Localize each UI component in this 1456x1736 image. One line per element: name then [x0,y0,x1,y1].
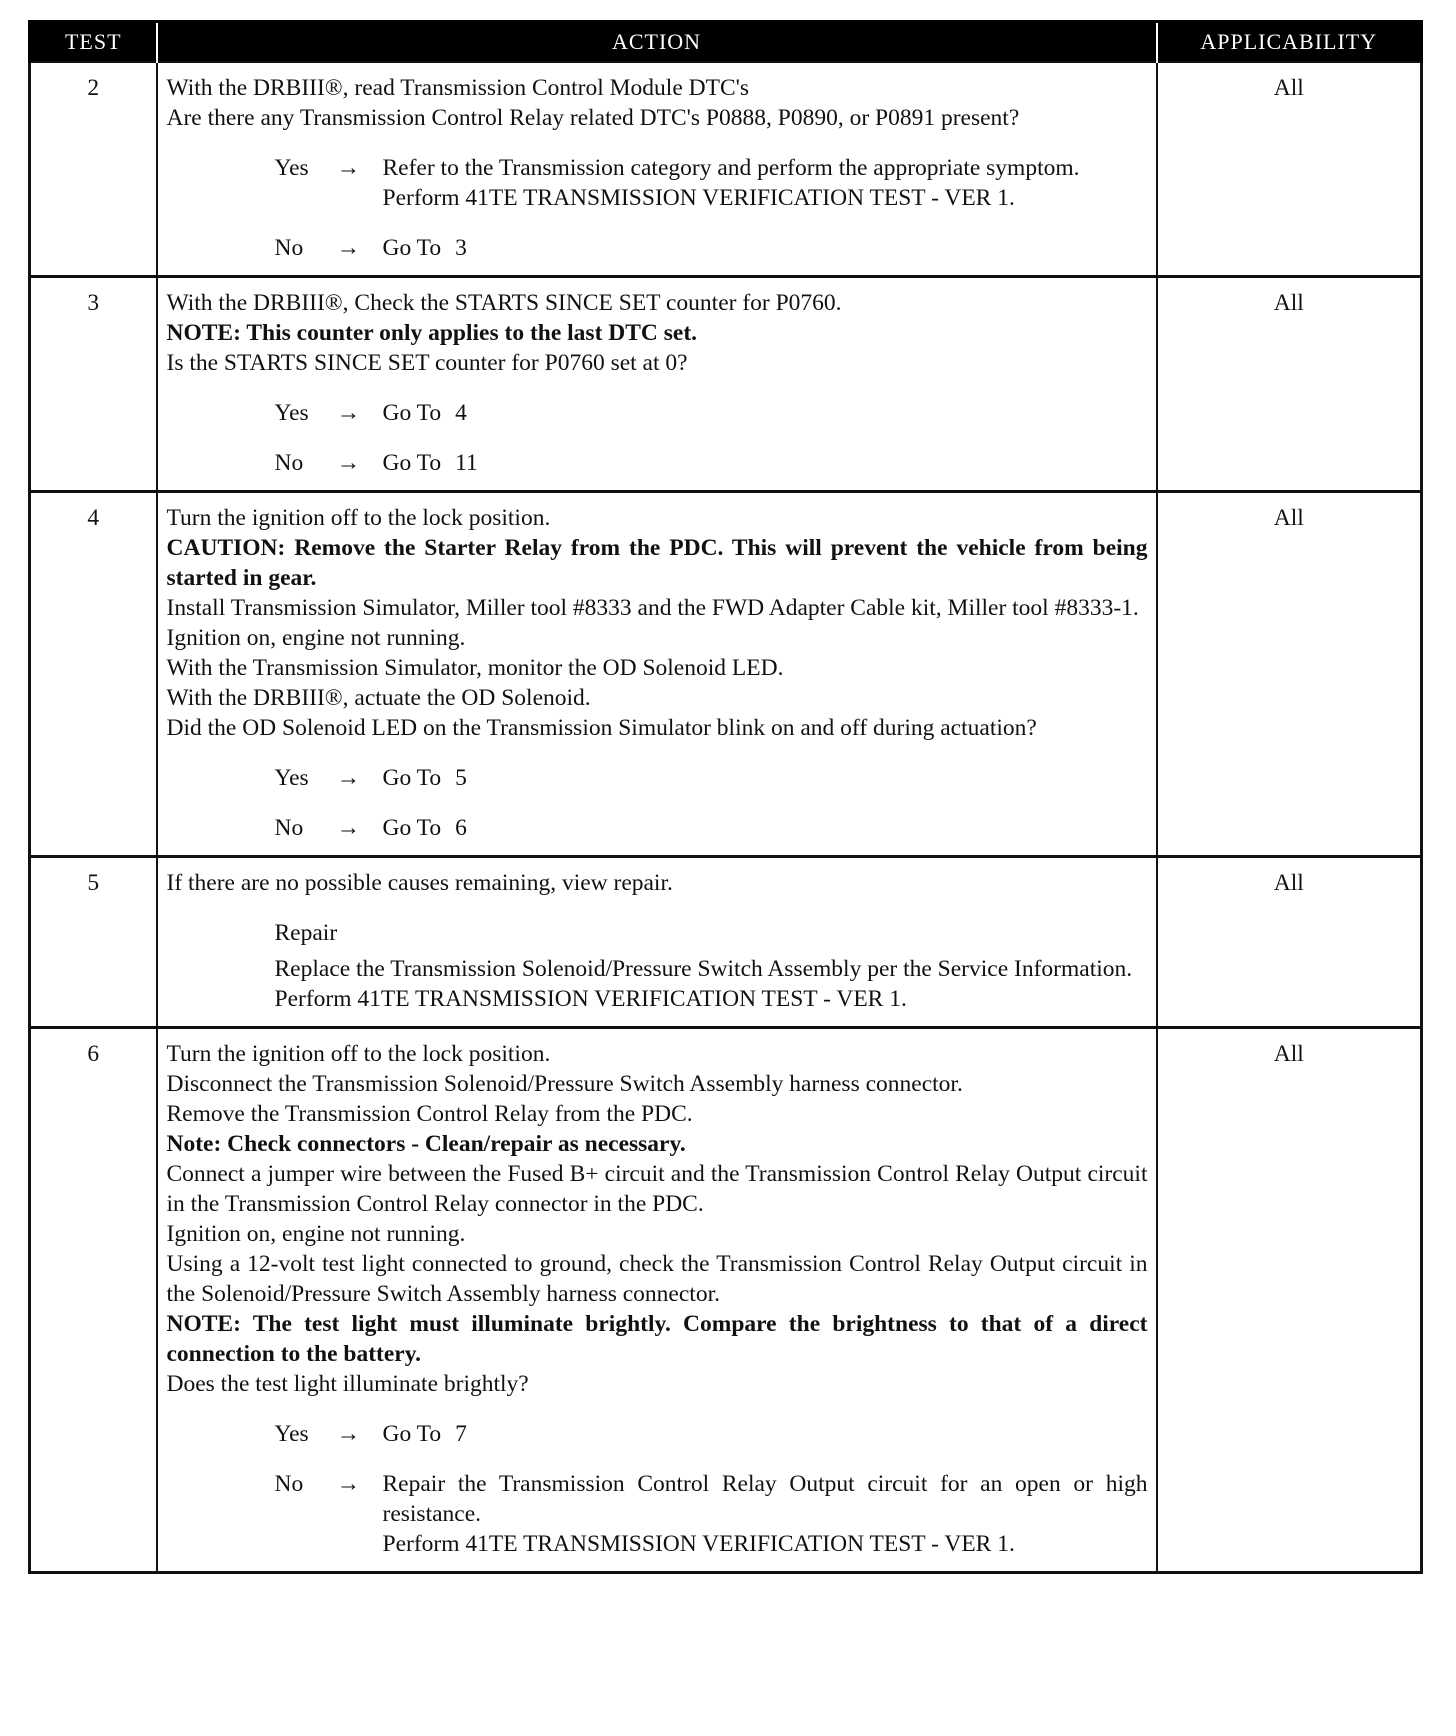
action-line: Connect a jumper wire between the Fused B+ circuit and the Transmission Control Relay Output circuit in the Transmission Control Relay connector in the PDC. [166,1161,1148,1217]
action-line: If there are no possible causes remaining, view repair. [166,870,673,896]
no-label: No [274,1471,304,1497]
action-line: Did the OD Solenoid LED on the Transmission Simulator blink on and off during actuation? [166,715,1037,741]
applicability-value: All [1157,1028,1422,1573]
action-line: Does the test light illuminate brightly? [166,1371,529,1397]
no-branch [167,1469,1148,1559]
test-row-6 [30,1028,1422,1573]
goto-text: Go To [382,450,442,476]
action-line: Are there any Transmission Control Relay related DTC's P0888, P0890, or P0891 present? [166,105,1020,131]
repair-step: Replace the Transmission Solenoid/Pressure Switch Assembly per the Service Information. [274,956,1133,982]
note-line: NOTE: This counter only applies to the last DTC set. [166,320,698,346]
test-row-4 [30,492,1422,857]
test-number: 2 [30,62,157,277]
yes-branch [167,153,1148,213]
branch-text: Refer to the Transmission category and perform the appropriate symptom. [382,155,1080,181]
repair-label: Repair [274,920,338,946]
action-line: With the Transmission Simulator, monitor the OD Solenoid LED. [166,655,784,681]
goto-text: Go To [382,765,442,791]
arrow-right-icon: → [336,155,360,181]
no-label: No [274,450,304,476]
test-row-2 [30,62,1422,277]
arrow-right-icon: → [336,1421,360,1447]
action-line: Ignition on, engine not running. [166,625,466,651]
table-header-row [30,22,1422,63]
action-line: Ignition on, engine not running. [166,1221,466,1247]
goto-text: Go To [382,400,442,426]
note-line: Note: Check connectors - Clean/repair as necessary. [166,1131,686,1157]
goto-text: Go To [382,1421,442,1447]
yes-branch [167,1419,1148,1449]
action-cell [157,62,1157,277]
test-number: 3 [30,277,157,492]
yes-label: Yes [274,155,309,181]
note-line: NOTE: The test light must illuminate brightly. Compare the brightness to that of a direct connection to the battery. [166,1311,1148,1367]
test-number: 6 [30,1028,157,1573]
arrow-right-icon: → [336,400,360,426]
yes-branch [167,398,1148,428]
diagnostic-test-table [28,20,1423,1574]
arrow-right-icon: → [336,235,360,261]
action-cell [157,277,1157,492]
repair-text [167,954,1148,1014]
no-branch [167,233,1148,263]
goto-number: 11 [455,450,478,476]
header-action: ACTION [157,22,1157,63]
action-cell [157,492,1157,857]
no-branch [167,813,1148,843]
yes-branch [167,763,1148,793]
branch-text: Perform 41TE TRANSMISSION VERIFICATION TEST - VER 1. [382,185,1015,211]
goto-number: 4 [455,400,467,426]
action-line: Install Transmission Simulator, Miller tool #8333 and the FWD Adapter Cable kit, Miller tool #8333-1. [166,595,1139,621]
applicability-value: All [1157,492,1422,857]
arrow-right-icon: → [336,450,360,476]
branch-text: Repair the Transmission Control Relay Output circuit for an open or high resistance. [382,1471,1148,1527]
action-cell [157,857,1157,1028]
test-row-5 [30,857,1422,1028]
applicability-value: All [1157,857,1422,1028]
no-branch [167,448,1148,478]
arrow-right-icon: → [336,815,360,841]
no-label: No [274,235,304,261]
goto-text: Go To [382,235,442,261]
test-number: 4 [30,492,157,857]
action-line: With the DRBIII®, actuate the OD Solenoid. [166,685,591,711]
header-test: TEST [30,22,157,63]
header-applicability: APPLICABILITY [1157,22,1422,63]
action-line: Is the STARTS SINCE SET counter for P0760 set at 0? [166,350,688,376]
action-line: Turn the ignition off to the lock position. [166,505,551,531]
test-number: 5 [30,857,157,1028]
action-line: With the DRBIII®, read Transmission Control Module DTC's [166,75,750,101]
repair-block [167,918,1148,948]
applicability-value: All [1157,277,1422,492]
action-line: With the DRBIII®, Check the STARTS SINCE SET counter for P0760. [166,290,842,316]
yes-label: Yes [274,765,309,791]
yes-label: Yes [274,1421,309,1447]
caution-line: CAUTION: Remove the Starter Relay from the PDC. This will prevent the vehicle from being started in gear. [166,535,1148,591]
goto-number: 6 [455,815,467,841]
goto-text: Go To [382,815,442,841]
action-line: Disconnect the Transmission Solenoid/Pressure Switch Assembly harness connector. [166,1071,963,1097]
applicability-value: All [1157,62,1422,277]
test-row-3 [30,277,1422,492]
repair-step: Perform 41TE TRANSMISSION VERIFICATION TEST - VER 1. [274,986,907,1012]
yes-label: Yes [274,400,309,426]
no-label: No [274,815,304,841]
action-line: Turn the ignition off to the lock position. [166,1041,551,1067]
arrow-right-icon: → [336,765,360,791]
goto-number: 7 [455,1421,467,1447]
action-line: Remove the Transmission Control Relay from the PDC. [166,1101,693,1127]
action-cell [157,1028,1157,1573]
branch-text: Perform 41TE TRANSMISSION VERIFICATION TEST - VER 1. [382,1531,1015,1557]
goto-number: 5 [455,765,467,791]
arrow-right-icon: → [336,1471,360,1497]
goto-number: 3 [455,235,467,261]
action-line: Using a 12-volt test light connected to ground, check the Transmission Control Relay Output circuit in the Solenoid/Pressure Switch Assembly harness connector. [166,1251,1148,1307]
